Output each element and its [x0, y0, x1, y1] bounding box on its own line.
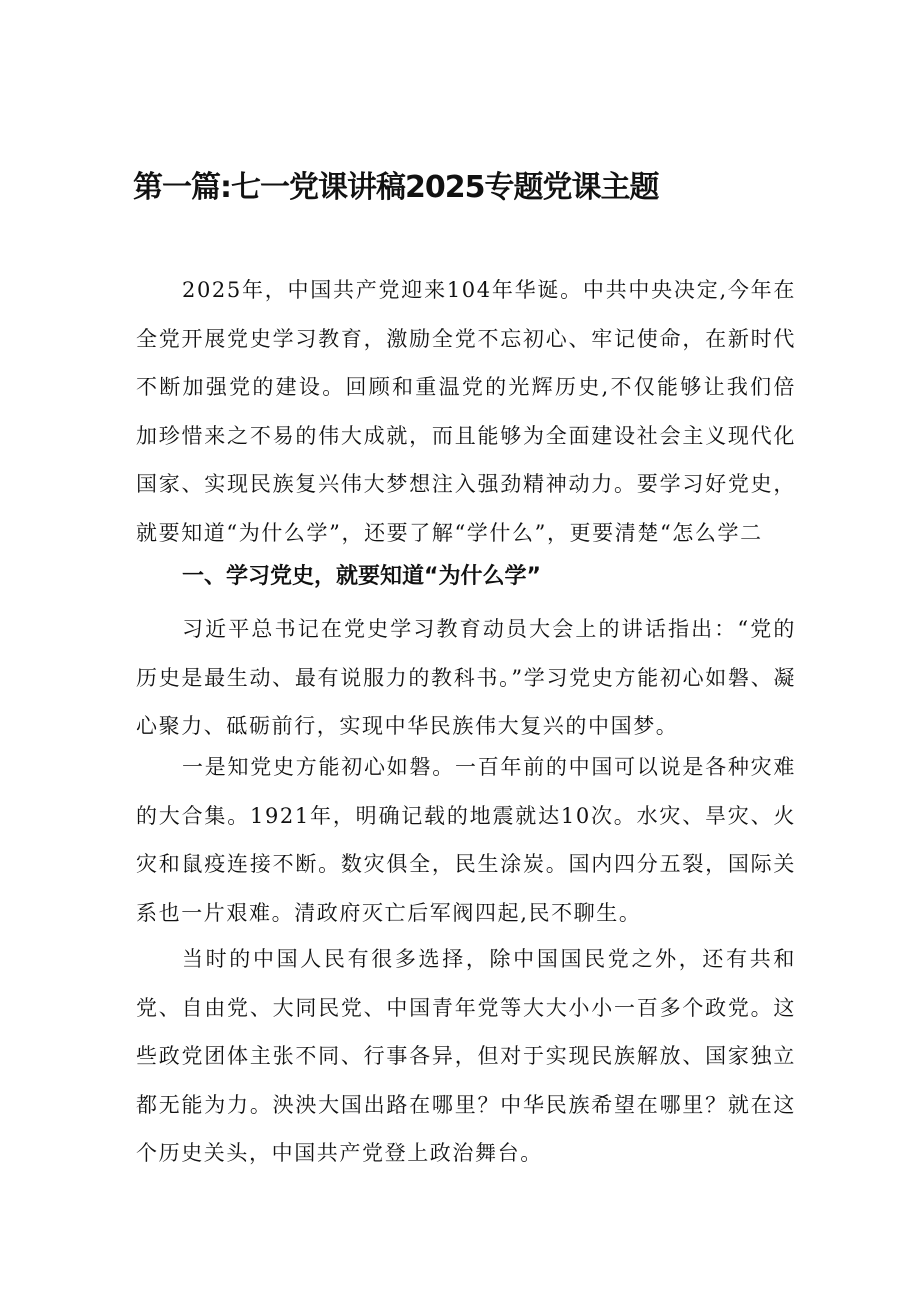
intro-paragraph: 2025年，中国共产党迎来104年华诞。中共中央决定,今年在全党开展党史学习教育，激励全党不忘初心、牢记使命，在新时代不断加强党的建设。回顾和重温党的光辉历史,不仅能够让我们倍加珍惜来之不易的伟大成就，而且能够为全面建设社会主义现代化国家、实现民族复兴伟大梦想注入强劲精神动力。要学习好党史，就要知道“为什么学”，还要了解“学什么”，更要清楚“怎么学二 [136, 278, 796, 545]
body-paragraph: 当时的中国人民有很多选择，除中国国民党之外，还有共和党、自由党、大同民党、中国青年党等大大小小一百多个政党。这些政党团体主张不同、行事各异，但对于实现民族解放、国家独立都无能为力。泱泱大国出路在哪里？中华民族希望在哪里？就在这个历史关头，中国共产党登上政治舞台。 [136, 947, 796, 1165]
body-paragraph: 习近平总书记在党史学习教育动员大会上的讲话指出：“党的历史是最生动、最有说服力的教科书。”学习党史方能初心如磐、凝心聚力、砥砺前行，实现中华民族伟大复兴的中国梦。 [136, 617, 796, 738]
body-paragraph: 一是知党史方能初心如磐。一百年前的中国可以说是各种灾难的大合集。1921年，明确记载的地震就达10次。水灾、旱灾、火灾和鼠疫连接不断。数灾俱全，民生涂炭。国内四分五裂，国际关系也一片艰难。清政府灭亡后军阀四起,民不聊生。 [136, 755, 796, 925]
section-heading: 一、学习党史，就要知道“为什么学” [182, 564, 541, 589]
document-title: 第一篇:七一党课讲稿2025专题党课主题 [133, 170, 659, 205]
